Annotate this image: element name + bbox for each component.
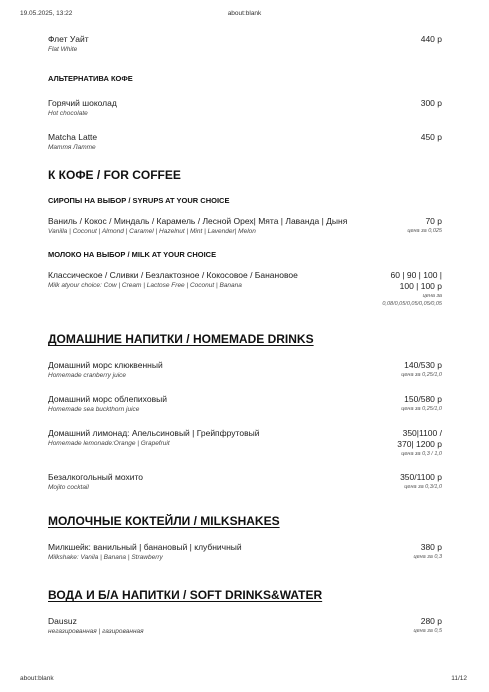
subsection-title-syrups: СИРОПЫ НА ВЫБОР / SYRUPS AT YOUR CHOICE bbox=[48, 196, 230, 205]
item-name-en: Homemade sea buckthorn juice bbox=[48, 406, 140, 413]
item-name-en: Hot chocolate bbox=[48, 110, 88, 117]
item-name-ru: Классическое / Сливки / Безлактозное / Кокосовое / Банановое bbox=[48, 270, 298, 280]
item-name-ru: Горячий шоколад bbox=[48, 98, 117, 108]
item-name-en: Мaтmя Лaтme bbox=[48, 144, 96, 151]
item-name-en: Homemade lemonade:Orange | Grapefruit bbox=[48, 440, 170, 447]
menu-item-matcha-latte bbox=[48, 132, 442, 152]
menu-item-dausuz bbox=[48, 616, 442, 636]
item-name-en: Mojito cocktail bbox=[48, 484, 89, 491]
print-title: about:blank bbox=[227, 10, 262, 17]
section-title-homemade: ДОМАШНИЕ НАПИТКИ / HOMEMADE DRINKS bbox=[48, 332, 314, 346]
menu-item-flat-white bbox=[48, 34, 442, 54]
item-price: 300 р bbox=[420, 98, 442, 108]
item-name-ru: Флет Уайт bbox=[48, 34, 89, 44]
menu-content bbox=[48, 34, 442, 636]
item-price: 450 р bbox=[420, 132, 442, 142]
section-title-soft-drinks: ВОДА И Б/А НАПИТКИ / SOFT DRINKS&WATER bbox=[48, 588, 323, 602]
item-volume-note: цена за 0,3 bbox=[413, 554, 442, 560]
item-price: 440 р bbox=[420, 34, 442, 44]
subsection-title-alt-coffee: АЛЬТЕРНАТИВА КОФЕ bbox=[48, 74, 133, 83]
item-name-en: Homemade cranberry juice bbox=[48, 372, 127, 379]
item-price: 70 р bbox=[425, 216, 442, 226]
item-price: 150/580 р bbox=[404, 394, 442, 404]
menu-item-cranberry-juice bbox=[48, 360, 442, 380]
item-name-en: Flat White bbox=[48, 46, 78, 53]
menu-item-mojito bbox=[48, 472, 442, 492]
item-name-en: Milk atyour choice: Cow | Cream | Lactose Free | Coconut | Banana bbox=[48, 282, 242, 289]
print-datetime: 19.05.2025, 13:22 bbox=[20, 10, 73, 17]
item-name-ru: Ваниль / Кокос / Миндаль / Карамель / Лесной Орех| Мята | Лаванда | Дыня bbox=[48, 216, 348, 226]
item-price-line-2: 100 | 100 р bbox=[399, 281, 442, 291]
item-volume-note: цена за 0,25/1,0 bbox=[401, 406, 442, 412]
item-price: 140/530 р bbox=[404, 360, 442, 370]
print-url: about:blank bbox=[20, 675, 54, 682]
item-price: 350/1100 р bbox=[400, 472, 442, 482]
item-volume-note: цена за 0,3/1,0 bbox=[404, 484, 442, 490]
item-name-ru: Домашний морс облепиховый bbox=[48, 394, 167, 404]
item-price-line-1: 60 | 90 | 100 | bbox=[390, 270, 442, 280]
section-title-milkshakes: МОЛОЧНЫЕ КОКТЕЙЛИ / MILKSHAKES bbox=[48, 514, 280, 528]
menu-item-sea-buckthorn-juice bbox=[48, 394, 442, 414]
item-name-ru: Безалкогольный мохито bbox=[48, 472, 143, 482]
item-name-ru: Домашний морс клюквенный bbox=[48, 360, 163, 370]
subsection-title-milk: МОЛОКО НА ВЫБОР / MILK AT YOUR CHOICE bbox=[48, 250, 217, 259]
item-volume-note-line-1: цена за bbox=[422, 293, 442, 299]
menu-item-milkshake bbox=[48, 542, 442, 562]
item-volume-note: цена за 0,3 / 1,0 bbox=[401, 451, 442, 457]
item-name-ru: Dausuz bbox=[48, 616, 77, 626]
item-price: 280 р bbox=[420, 616, 442, 626]
item-volume-note-line-2: 0,08/0,05/0,05/0,05/0,05 bbox=[382, 301, 442, 307]
item-volume-note: цена за 0,025 bbox=[407, 228, 442, 234]
menu-item-syrups bbox=[48, 216, 442, 236]
item-name-ru: Matcha Latte bbox=[48, 132, 98, 142]
menu-item-lemonade bbox=[48, 428, 442, 458]
item-name-en: Vanilla | Coconut | Almond | Caramel | Hazelnut | Mint | Lavender| Melon bbox=[48, 228, 256, 235]
menu-item-milk bbox=[48, 270, 442, 308]
menu-item-hot-chocolate bbox=[48, 98, 442, 118]
item-name-en: негазированная | газированная bbox=[48, 628, 144, 635]
section-title-for-coffee: К КОФЕ / FOR COFFEE bbox=[48, 168, 181, 182]
item-name-ru: Милкшейк: ванильный | банановый | клубничный bbox=[48, 542, 242, 552]
item-name-ru: Домашний лимонад: Апельсиновый | Грейпфрутовый bbox=[48, 428, 260, 438]
item-volume-note: цена за 0,5 bbox=[413, 628, 442, 634]
item-price-line-1: 350|1100 / bbox=[402, 428, 442, 438]
item-name-en: Milkshake: Vanila | Banana | Strawberry bbox=[48, 554, 163, 561]
page-number: 11/12 bbox=[451, 675, 467, 682]
item-volume-note: цена за 0,25/1,0 bbox=[401, 372, 442, 378]
item-price: 380 р bbox=[420, 542, 442, 552]
item-price-line-2: 370| 1200 р bbox=[397, 439, 442, 449]
